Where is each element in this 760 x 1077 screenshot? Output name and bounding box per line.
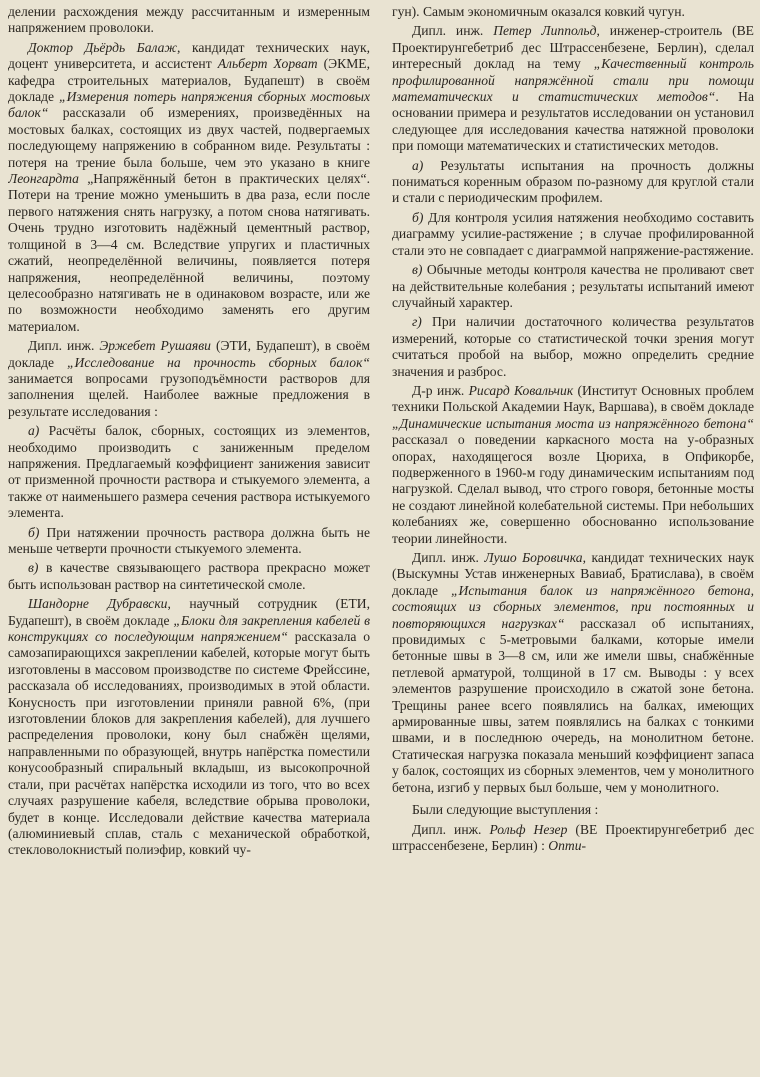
italic-text-run: г) xyxy=(412,314,422,330)
italic-text-run: Петер Липпольд xyxy=(493,23,597,39)
text-run: „Напряжённый бетон в практических целях“. Потери на трение можно уменьшить в два раза, если после первого натяжения снять нагрузку, а потом снова натягивать. Очень трудно изготовить надёжный цементный раствор, толщиной в 3—4 см. Вследствие упругих и пластичных сжатий, неопределённой величины, появляется потеря напряжения, неопределённой величины, поэтому целесообразно натягивать не в одинаковом возрасте, или же по возможности необходимо заменять его другим материалом. xyxy=(8,171,370,334)
paragraph xyxy=(392,383,754,547)
italic-text-run: а) xyxy=(412,157,424,173)
paragraph xyxy=(392,550,754,796)
text-run: . На основании примера и результатов исследовании он установил следующее для исследования качества натяжной проволоки при помощи математических и статистических методов. xyxy=(392,89,754,154)
paragraph xyxy=(8,40,370,335)
italic-text-run: Опти- xyxy=(548,837,587,853)
paragraph xyxy=(392,314,754,380)
text-run: рассказала о самозапирающихся закреплении кабелей, которые могут быть изготовлены в массовом производстве по системе Фрейссине, рассказала об исследованиях, производимых в этой области. Конусность при изготовлении приняли равной 6%, (при изготовлении блоков для закрепления кабелей), для лучшего распределения проволоки, кону был снабжён щелями, направленными по образующей, внутрь напёрстка поместили конусообразный спиральный вкладыш, из высокопрочной стали, при расчётах напёрстка исходили из того, что во всех случаях разрушение кабеля, вследствие обрыва проволоки, будет в конце. Исследовали действие качества материала (алюминиевый сплав, сталь с механической обработкой, стекловолокнистый полиэфир, ковкий чу- xyxy=(8,629,370,858)
italic-text-run: Леонгардта xyxy=(8,171,79,187)
italic-text-run: Альберт Хорват xyxy=(217,56,318,72)
text-run: рассказал об испытаниях, провидимых с 5-метровыми балками, которые имели бетонные швы в 3—8 см, или же имели швы, снабжённые петлевой арматурой, толщиной в 17 см. Выводы : у всех элементов разрушение происходило в сжатой зоне бетона. Трещины ранее всего появлялись на балках, имеющих армированные швы, затем появлялись на балках с тонкими швами, и в последнюю очередь, на монолитном бетоне. Статическая нагрузка показала меньший коэффициент запаса у балок, состоящих из сборных элементов, чем у монолитного бетона, изгиб у первых был больше, чем у монолитного. xyxy=(392,615,754,795)
text-run: рассказал о поведении каркасного моста на у-образных опорах, находящегося возле Цюриха, в Опфикорбе, подверженного в 1960-м году динамическим испытаниям под нагрузкой. Сделал вывод, что строго говоря, бетонные мосты не создают линейной колебательной системы. При небольших колебаниях же, совершенно обоснованно использование теории линейности. xyxy=(392,432,754,546)
italic-text-run: „Динамические испытания моста из напряжённого бетона“ xyxy=(392,415,754,431)
left-column xyxy=(8,4,370,1077)
text-run: Дипл. инж. xyxy=(28,338,100,354)
text-run: (ЭКМЕ, кафедра строительных материалов, Будапешт) в своём докладе xyxy=(8,56,370,105)
text-run: (ЭТИ, Будапешт), в своём докладе xyxy=(8,338,370,370)
text-run: Для контроля усилия натяжения необходимо составить диаграмму усилие-растяжение ; в случае профилированной стали это не совпадает с диаграммой напряжение-растяжение. xyxy=(392,209,754,258)
paragraph xyxy=(392,262,754,311)
italic-text-run: в) xyxy=(412,262,423,278)
italic-text-run: „Исследование на прочность сборных балок“ xyxy=(66,354,370,370)
italic-text-run: а) xyxy=(28,423,40,439)
italic-text-run: Рисард Ковальчик xyxy=(468,382,574,398)
paragraph xyxy=(8,560,370,593)
paragraph xyxy=(8,4,370,37)
text-run: (Институт Основных проблем техники Польской Академии Наук, Варшава), в своём докладе xyxy=(392,382,754,415)
text-run: Дипл. инж. xyxy=(412,550,485,565)
paragraph xyxy=(8,525,370,558)
text-run: , кандидат технических наук, доцент университета, и ассистент xyxy=(8,39,370,72)
text-run: При наличии достаточного количества результатов измерений, которые со статистической точки зрения могут считаться пробой на выбор, можно определить средние значения и разброс. xyxy=(392,314,754,379)
text-run: Расчёты балок, сборных, состоящих из элементов, необходимо производить с заниженным пределом напряжения. Предлагаемый коэффициент занижения зависит от призменной прочности раствора и стыкуемого элемента, а также от наименьшего размера сечения раствора истыкуемого элемента. xyxy=(8,423,370,521)
text-run: Обычные методы контроля качества не проливают свет на действительные колебания ; результаты испытаний имеют случайный характер. xyxy=(392,262,754,310)
italic-text-run: б) xyxy=(412,209,424,225)
italic-text-run: Лушо Боровичка xyxy=(484,550,583,565)
text-run: Дипл. инж. xyxy=(412,23,494,39)
right-column xyxy=(392,4,754,1077)
paragraph xyxy=(392,802,754,818)
text-run: занимается вопросами грузоподъёмности растворов для заполнения щелей. Наиболее важные предложения в результате исследования : xyxy=(8,370,370,419)
text-run: , научный сотрудник (ЕТИ, Будапешт), в своём докладе xyxy=(8,596,370,628)
paragraph xyxy=(8,423,370,521)
text-run: в качестве связывающего раствора прекрасно может быть использован раствор на синтетической смоле. xyxy=(8,560,370,592)
text-run: (ВЕ Проектирунгебетриб дес штрассенбезене, Берлин) : xyxy=(392,821,754,853)
text-run: гун). Самым экономичным оказался ковкий чугун. xyxy=(392,4,685,19)
text-run: , кандидат технических наук (Выскумны Устав инженерных Вавиаб, Братислава), в своём докладе xyxy=(392,550,754,598)
italic-text-run: „Испытания балок из напряжённого бетона, состоящих из сборных элементов, при постоянных и повторяющихся нагрузках“ xyxy=(392,582,754,631)
italic-text-run: „Блоки для закрепления кабелей в конструкциях со последующим напряжением“ xyxy=(8,612,370,645)
text-run: Дипл. инж. xyxy=(412,821,490,837)
text-run: рассказали об измерениях, произведённых на мостовых балках, состоящих из двух частей, подвергаемых последующему напряжению в собранном виде. Результаты : потеря на трение была больше, чем это указано в книге xyxy=(8,105,370,170)
paragraph xyxy=(392,822,754,855)
text-run: Результаты испытания на прочность должны пониматься коренным образом по-разному для круглой стали и стали с периодическим профилем. xyxy=(392,157,754,206)
text-run: Д-р инж. xyxy=(412,382,469,398)
text-run: Были следующие выступления : xyxy=(412,802,599,818)
italic-text-run: Доктор Дьёрдь Балаж xyxy=(28,39,178,55)
italic-text-run: б) xyxy=(28,524,40,540)
italic-text-run: Эржебет Рушаяви xyxy=(99,338,211,354)
italic-text-run: Шандорне Дубравски xyxy=(28,596,168,612)
italic-text-run: „Измерения потерь напряжения сборных мостовых балок“ xyxy=(8,89,370,121)
italic-text-run: „Качественный контроль профилированной напряжённой стали при помощи математических и статистических методов“ xyxy=(392,56,754,105)
paragraph xyxy=(392,210,754,259)
paragraph xyxy=(392,4,754,20)
italic-text-run: Рольф Незер xyxy=(489,821,568,837)
paragraph xyxy=(392,23,754,154)
text-run: , инженер-строитель (ВЕ Проектирунгебетриб дес Штрассенбезене, Берлин), сделал интересный доклад на тему xyxy=(392,23,754,72)
paragraph xyxy=(8,596,370,859)
paragraph xyxy=(392,158,754,207)
paragraph xyxy=(8,338,370,420)
text-run: делении расхождения между рассчитанным и измеренным напряжением проволоки. xyxy=(8,4,370,36)
text-run: При натяжении прочность раствора должна быть не меньше четверти прочности стыкуемого элемента. xyxy=(8,524,370,556)
italic-text-run: в) xyxy=(28,560,39,576)
